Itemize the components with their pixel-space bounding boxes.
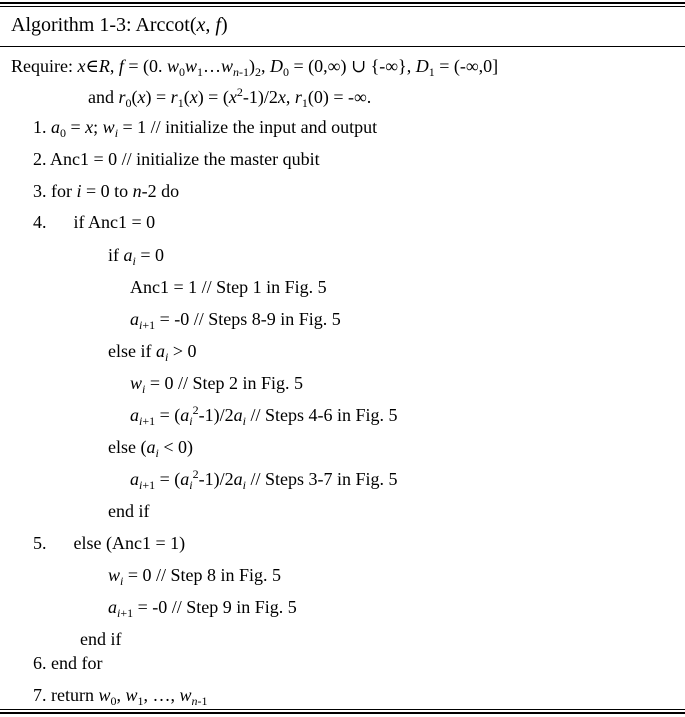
step-4-if-ai-zero: if $a_i = 0$ <box>108 245 164 268</box>
step-4-else-if-positive: else if $a_i > 0$ <box>108 341 197 364</box>
step-4-else-negative: else $(a_i < 0)$ <box>108 437 193 460</box>
step-5: 5. else (Anc1 = 1) <box>33 533 186 553</box>
step-3: 3. for i = 0 to n-2 do <box>33 181 180 201</box>
step-7: 7. return $w_0$, $w_1$, …, $w_{n-1}$ <box>33 685 208 708</box>
top-rule-thick <box>0 2 685 4</box>
step-4-end-if: end if <box>108 501 150 521</box>
step-4-w-zero: $w_i = 0$ // Step 2 in Fig. 5 <box>130 373 304 396</box>
bottom-rule-thick <box>0 712 685 714</box>
require-continuation: and $r_0(x) = r_1(x) = (x^2-1)/2x$, $r_1(0)$ = -∞. <box>88 85 372 110</box>
step-5-end-if: end if <box>80 629 122 649</box>
step-4-update-negative: $a_{i+1} = (a_i^2-1)/2a_i$ // Steps 3-7 in Fig. 5 <box>130 467 398 492</box>
step-5-next-neg-zero: $a_{i+1} = -0$ // Step 9 in Fig. 5 <box>108 597 297 620</box>
algorithm-title: Algorithm 1-3: Arccot(x, f) <box>11 14 228 36</box>
header-rule <box>0 46 685 47</box>
step-4-anc1-set: Anc1 = 1 // Step 1 in Fig. 5 <box>130 277 327 297</box>
require-line: Require: x∈R, f = (0. $w_0w_1\dots w_{n-1})_2$, $D_0 = (0,\infty)$ ∪ {-∞}, $D_1 = (-\infty,0]$ <box>11 56 499 79</box>
step-1: 1. $a_0 = x$; $w_i = 1$ // initialize the input and output <box>33 117 378 140</box>
step-4-update-positive: $a_{i+1} = (a_i^2-1)/2a_i$ // Steps 4-6 in Fig. 5 <box>130 403 398 428</box>
top-rule-thin <box>0 6 685 7</box>
step-6: 6. end for <box>33 653 103 673</box>
step-4-next-neg-zero: $a_{i+1} = -0$ // Steps 8-9 in Fig. 5 <box>130 309 341 332</box>
step-4: 4. if Anc1 = 0 <box>33 212 156 232</box>
step-2: 2. Anc1 = 0 // initialize the master qubit <box>33 149 320 169</box>
step-5-w-zero: $w_i = 0$ // Step 8 in Fig. 5 <box>108 565 282 588</box>
bottom-rule-thin <box>0 709 685 710</box>
